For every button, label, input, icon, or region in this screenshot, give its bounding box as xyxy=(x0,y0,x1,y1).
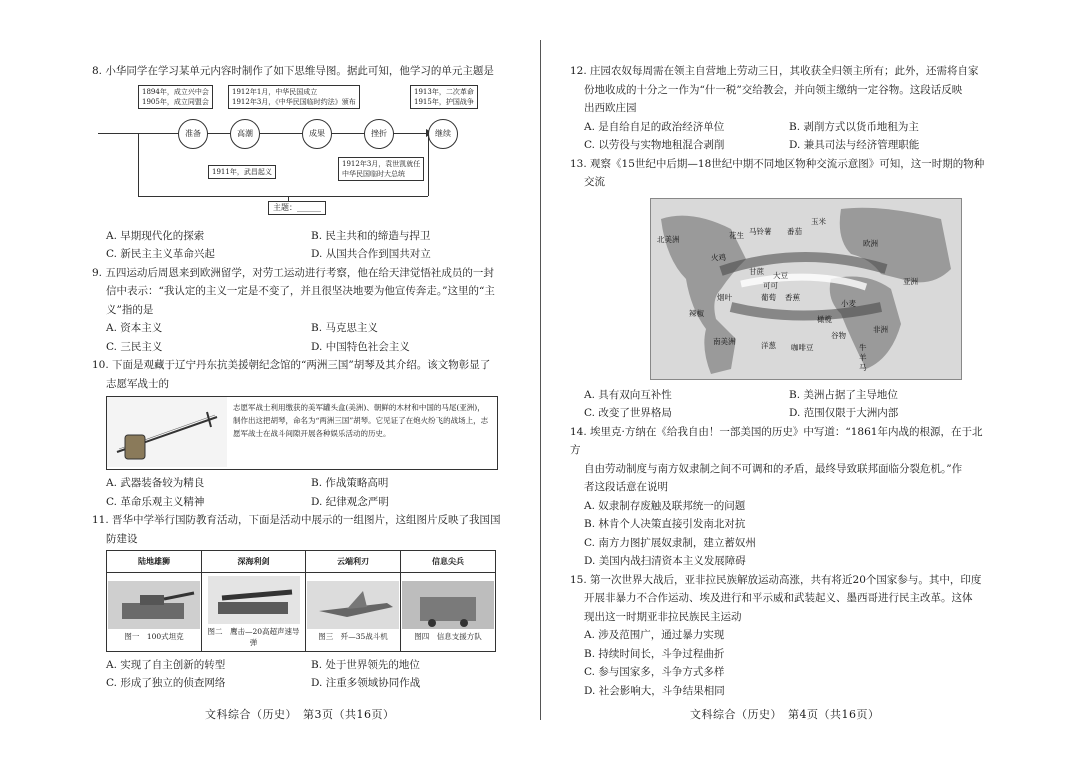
right-page xyxy=(570,62,990,700)
cell-tank xyxy=(107,572,202,651)
box-preparation: 1894年，成立兴中会 1905年，成立同盟会 xyxy=(138,85,213,109)
q8-option-c[interactable]: C. 新民主主义革命兴起 xyxy=(106,248,215,260)
q9-option-c[interactable]: C. 三民主义 xyxy=(106,340,163,353)
caption-missile: 图二 鹰击—20高超声速导弹 xyxy=(207,626,300,647)
q13-stem-line1: 13. 观察《15世纪中后期—18世纪中期不同地区物种交流示意图》可知，这一时期的物种 xyxy=(570,157,985,170)
node-setback: 挫折 xyxy=(364,119,394,149)
q11-stem-line2: 防建设 xyxy=(106,532,138,545)
header-info-vanguard: 信息尖兵 xyxy=(401,551,496,573)
q11-option-b[interactable]: B. 处于世界领先的地位 xyxy=(311,658,420,671)
q13-stem-line2: 交流 xyxy=(584,176,605,188)
q11-stem-line1: 11. 晋华中学举行国防教育活动，下面是活动中展示的一组图片，这组图片反映了我国国 xyxy=(92,514,501,526)
q14-option-b[interactable]: B. 林肯个人决策直接引发南北对抗 xyxy=(584,518,746,530)
erhu-description: 志愿军战士利用缴获的美军罐头盒(美洲)、朝鲜的木材和中国的马尾(亚洲)，制作出这把胡琴，命名为“两洲三国”胡琴。它见证了在炮火纷飞的战场上，志愿军战士在战斗间隙开展各种娱乐活动的历史。 xyxy=(233,403,489,438)
map-label-africa: 非洲 xyxy=(873,324,888,334)
q15-option-d[interactable]: D. 社会影响大，斗争结果相同 xyxy=(584,684,725,697)
q10-option-b[interactable]: B. 作战策略高明 xyxy=(311,477,389,489)
map-label-north-america: 北美洲 xyxy=(657,234,680,244)
erhu-exhibit xyxy=(106,396,498,470)
q8-option-a[interactable]: A. 早期现代化的探索 xyxy=(106,229,205,242)
erhu-image xyxy=(107,397,227,467)
q14-option-a[interactable]: A. 奴隶制存废触及联邦统一的问题 xyxy=(584,499,746,512)
node-climax: 高潮 xyxy=(230,119,260,149)
header-land-lion: 陆地雄狮 xyxy=(107,551,202,573)
q12-option-c[interactable]: C. 以劳役与实物地租混合剥削 xyxy=(584,139,725,151)
q12-option-b[interactable]: B. 剥削方式以货币地租为主 xyxy=(789,120,919,133)
defense-table xyxy=(106,550,496,652)
q12-stem-line3: 出西欧庄园 xyxy=(584,102,637,114)
node-result: 成果 xyxy=(302,119,332,149)
q8-options xyxy=(106,227,512,264)
q13-option-c[interactable]: C. 改变了世界格局 xyxy=(584,407,672,419)
q10-option-c[interactable]: C. 革命乐观主义精神 xyxy=(106,495,205,508)
q10-option-a[interactable]: A. 武器装备较为精良 xyxy=(106,477,205,489)
page-footer-left: 文科综合（历史） 第3页（共16页） xyxy=(205,708,395,721)
q12-options xyxy=(584,118,990,155)
box-result: 1912年1月，中华民国成立 1912年3月，《中华民国临时约法》颁布 xyxy=(228,85,360,109)
map-label-europe: 欧洲 xyxy=(863,238,878,248)
node-preparation: 准备 xyxy=(178,119,208,149)
cell-fighter xyxy=(306,572,401,651)
q8-option-d[interactable]: D. 从国共合作到国共对立 xyxy=(311,248,431,260)
q15-options xyxy=(584,626,990,700)
q15-stem-line3: 现出这一时期亚非拉民族民主运动 xyxy=(584,610,742,623)
box-climax: 1911年，武昌起义 xyxy=(208,165,276,179)
box-continue: 1913年，二次革命 1915年，护国战争 xyxy=(410,85,478,109)
q11-option-d[interactable]: D. 注重多领域协同作战 xyxy=(311,677,421,689)
q15-option-a[interactable]: A. 涉及范围广，通过暴力实现 xyxy=(584,629,725,641)
q14-options xyxy=(584,497,990,571)
caption-info-support: 图四 信息支援方队 xyxy=(414,632,482,641)
q12-option-d[interactable]: D. 兼具司法与经济管理职能 xyxy=(789,139,920,151)
q9-stem-line3: 义”指的是 xyxy=(106,303,154,316)
cell-missile xyxy=(202,572,306,651)
q15-stem-line2: 开展非暴力不合作运动、埃及进行和平示威和武装起义、墨西哥进行民主改革。这体 xyxy=(584,592,973,604)
q14-option-d[interactable]: D. 美国内战扫清资本主义发展障碍 xyxy=(584,555,746,567)
left-page xyxy=(92,62,512,693)
q15-option-c[interactable]: C. 参与国家多，斗争方式多样 xyxy=(584,666,725,678)
node-continue: 继续 xyxy=(428,119,458,149)
q13-option-a[interactable]: A. 具有双向互补性 xyxy=(584,388,672,401)
q14-stem-line3: 者这段话意在说明 xyxy=(584,481,668,493)
q12-stem-line1: 12. 庄园农奴每周需在领主自营地上劳动三日，其收获全归领主所有；此外，还需将自家 xyxy=(570,65,979,77)
q14-option-c[interactable]: C. 南方力图扩展奴隶制，建立蓄奴州 xyxy=(584,536,756,549)
q14-stem-line2: 自由劳动制度与南方奴隶制之间不可调和的矛盾，最终导致联邦面临分裂危机。”作 xyxy=(584,462,963,475)
q10-stem-line2: 志愿军战士的 xyxy=(106,377,169,390)
q8-option-b[interactable]: B. 民主共和的缔造与捍卫 xyxy=(311,229,431,242)
q9-stem-line2: 信中表示：“我认定的主义一定是不变了，并且很坚决地要为他宣传奔走。”这里的“主 xyxy=(106,285,495,297)
q9-option-b[interactable]: B. 马克思主义 xyxy=(311,322,378,334)
q13-options xyxy=(584,386,990,423)
q8-stem: 8. 小华同学在学习某单元内容时制作了如下思维导图。据此可知，他学习的单元主题是 xyxy=(92,65,494,77)
cell-info-support xyxy=(401,572,496,651)
species-exchange-map: 北美洲 欧洲 亚洲 非洲 南美洲 玉米 马铃薯 番茄 可可 烟叶 花生 甘蔗 葡萄 香蕉 小麦 大豆 牛 羊 马 火鸡 咖啡豆 谷物 洋葱 橄榄 辣椒 xyxy=(650,198,962,380)
header-cloud-blade: 云端利刃 xyxy=(306,551,401,573)
q14-stem-line1: 14. 埃里克·方纳在《给我自由！一部美国的历史》中写道：“1861年内战的根源，在于北方 xyxy=(570,425,983,456)
caption-tank: 图一 100式坦克 xyxy=(124,632,184,641)
q15-option-b[interactable]: B. 持续时间长，斗争过程曲折 xyxy=(584,647,725,660)
q11-options xyxy=(106,656,512,693)
map-label-south-america: 南美洲 xyxy=(713,336,736,346)
map-label-asia: 亚洲 xyxy=(903,276,918,286)
q9-option-d[interactable]: D. 中国特色社会主义 xyxy=(311,340,410,353)
q13-option-b[interactable]: B. 美洲占据了主导地位 xyxy=(789,388,898,401)
q13-option-d[interactable]: D. 范围仅限于大洲内部 xyxy=(789,407,899,419)
q11-option-c[interactable]: C. 形成了独立的侦查网络 xyxy=(106,677,226,689)
caption-fighter: 图三 歼—35战斗机 xyxy=(318,632,388,641)
page-footer-right: 文科综合（历史） 第4页（共16页） xyxy=(690,708,880,721)
missile-image xyxy=(208,576,300,624)
fighter-image xyxy=(307,581,399,629)
tank-image xyxy=(108,581,200,629)
q11-option-a[interactable]: A. 实现了自主创新的转型 xyxy=(106,658,226,671)
box-setback: 1912年3月，袁世凯就任 中华民国临时大总统 xyxy=(338,157,424,181)
q10-stem-line1: 10. 下面是观藏于辽宁丹东抗美援朝纪念馆的“两洲三国”胡琴及其介绍。该文物彰显了 xyxy=(92,359,491,371)
q8-mind-map xyxy=(98,83,508,223)
q10-options xyxy=(106,474,512,511)
q9-option-a[interactable]: A. 资本主义 xyxy=(106,322,163,334)
q12-option-a[interactable]: A. 是自给自足的政治经济单位 xyxy=(584,120,725,133)
q9-stem-line1: 9. 五四运动后周恩来到欧洲留学，对劳工运动进行考察，他在给天津觉悟社成员的一封 xyxy=(92,266,494,279)
q15-stem-line1: 15. 第一次世界大战后，亚非拉民族解放运动高涨，共有将近20个国家参与。其中，印度 xyxy=(570,573,982,586)
topic-box: 主题：______ xyxy=(268,201,326,215)
q9-options xyxy=(106,319,512,356)
page-divider xyxy=(540,40,541,720)
q10-option-d[interactable]: D. 纪律观念严明 xyxy=(311,495,389,508)
header-deep-sea-sword: 深海利剑 xyxy=(202,551,306,573)
info-support-image xyxy=(402,581,494,629)
q12-stem-line2: 份地收成的十分之一作为“什一税”交给教会，并向领主缴纳一定谷物。这段话反映 xyxy=(584,83,963,96)
